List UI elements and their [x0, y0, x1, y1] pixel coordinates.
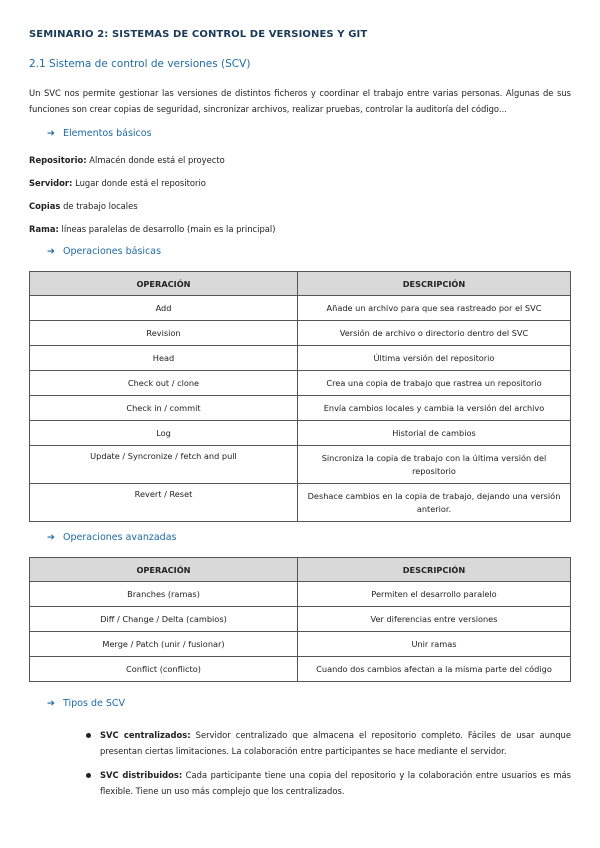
subheading-operaciones-avanzadas — [47, 532, 177, 543]
cell-description: Crea una copia de trabajo que rastrea un repositorio — [298, 371, 571, 396]
cell-operation: Check in / commit — [30, 396, 298, 421]
table-header-row — [30, 558, 571, 582]
table-row — [30, 484, 571, 522]
definition-copias — [29, 201, 138, 211]
subheading-operaciones-basicas — [47, 246, 161, 257]
table-header-row — [30, 272, 571, 296]
table-row — [30, 582, 571, 607]
subheading-label: Tipos de SCV — [63, 698, 126, 709]
cell-operation: Conflict (conflicto) — [30, 657, 298, 682]
cell-description: Unir ramas — [298, 632, 571, 657]
cell-operation: Revert / Reset — [30, 484, 298, 522]
cell-operation: Log — [30, 421, 298, 446]
cell-operation: Revision — [30, 321, 298, 346]
document-title: SEMINARIO 2: SISTEMAS DE CONTROL DE VERSIONES Y GIT — [29, 29, 368, 40]
bullet-list-tipos — [29, 728, 571, 808]
subheading-label: Operaciones básicas — [63, 246, 162, 257]
bullet-term: SVC centralizados: — [100, 730, 191, 740]
cell-description: Sincroniza la copia de trabajo con la última versión del repositorio — [298, 446, 571, 484]
cell-operation: Add — [30, 296, 298, 321]
list-item — [29, 768, 571, 799]
cell-operation: Branches (ramas) — [30, 582, 298, 607]
column-header-operacion: OPERACIÓN — [30, 558, 298, 582]
bullet-text: Servidor centralizado que almacena el repositorio completo. Fáciles de usar aunque presentan ciertas limitaciones. La colaboración entre participantes se hace mediante el servidor. — [100, 730, 571, 756]
table-row — [30, 346, 571, 371]
definition-term: Rama: — [29, 224, 59, 234]
arrow-icon: ➔ — [47, 698, 55, 709]
bullet-text: Cada participante tiene una copia del repositorio y la colaboración entre usuarios es más flexible. Tiene un uso más complejo que los centralizados. — [100, 770, 571, 796]
cell-description: Última versión del repositorio — [298, 346, 571, 371]
cell-description: Permiten el desarrollo paralelo — [298, 582, 571, 607]
definition-rama — [29, 224, 276, 234]
cell-operation: Merge / Patch (unir / fusionar) — [30, 632, 298, 657]
definition-term: Servidor: — [29, 178, 73, 188]
table-row — [30, 396, 571, 421]
cell-description: Añade un archivo para que sea rastreado por el SVC — [298, 296, 571, 321]
subheading-label: Operaciones avanzadas — [63, 532, 177, 543]
definition-servidor — [29, 178, 206, 188]
column-header-descripcion: DESCRIPCIÓN — [298, 558, 571, 582]
cell-description: Cuando dos cambios afectan a la misma parte del código — [298, 657, 571, 682]
cell-operation: Diff / Change / Delta (cambios) — [30, 607, 298, 632]
cell-operation: Update / Syncronize / fetch and pull — [30, 446, 298, 484]
table-row — [30, 446, 571, 484]
table-operaciones-avanzadas — [29, 557, 571, 682]
cell-description: Versión de archivo o directorio dentro del SVC — [298, 321, 571, 346]
bullet-icon — [86, 733, 91, 738]
subheading-elementos — [47, 128, 152, 139]
cell-description: Deshace cambios en la copia de trabajo, dejando una versión anterior. — [298, 484, 571, 522]
table-row — [30, 607, 571, 632]
table-row — [30, 321, 571, 346]
arrow-icon: ➔ — [47, 532, 55, 543]
table-row — [30, 657, 571, 682]
cell-description: Ver diferencias entre versiones — [298, 607, 571, 632]
definition-text: Almacén donde está el proyecto — [86, 155, 225, 165]
definition-term: Repositorio: — [29, 155, 87, 165]
column-header-descripcion: DESCRIPCIÓN — [298, 272, 571, 296]
definition-text: líneas paralelas de desarrollo (main es la principal) — [58, 224, 276, 234]
table-row — [30, 632, 571, 657]
table-row — [30, 296, 571, 321]
cell-description: Historial de cambios — [298, 421, 571, 446]
cell-operation: Check out / clone — [30, 371, 298, 396]
intro-paragraph: Un SVC nos permite gestionar las versiones de distintos ficheros y coordinar el trabajo entre varias personas. Algunas de sus funciones son crear copias de seguridad, sincronizar archivos, realizar pruebas, controlar la auditoría del código... — [29, 88, 571, 114]
table-row — [30, 371, 571, 396]
arrow-icon: ➔ — [47, 128, 55, 139]
definition-text: de trabajo locales — [60, 201, 138, 211]
table-row — [30, 421, 571, 446]
bullet-icon — [86, 773, 91, 778]
definition-text: Lugar donde está el repositorio — [72, 178, 206, 188]
cell-description: Envía cambios locales y cambia la versión del archivo — [298, 396, 571, 421]
subheading-tipos — [47, 698, 125, 709]
subheading-label: Elementos básicos — [63, 128, 152, 139]
section-heading: 2.1 Sistema de control de versiones (SCV) — [29, 58, 251, 70]
bullet-term: SVC distribuidos: — [100, 770, 183, 780]
cell-operation: Head — [30, 346, 298, 371]
table-operaciones-basicas — [29, 271, 571, 522]
definition-term: Copias — [29, 201, 61, 211]
column-header-operacion: OPERACIÓN — [30, 272, 298, 296]
definition-repositorio — [29, 155, 225, 165]
list-item — [29, 728, 571, 759]
arrow-icon: ➔ — [47, 246, 55, 257]
